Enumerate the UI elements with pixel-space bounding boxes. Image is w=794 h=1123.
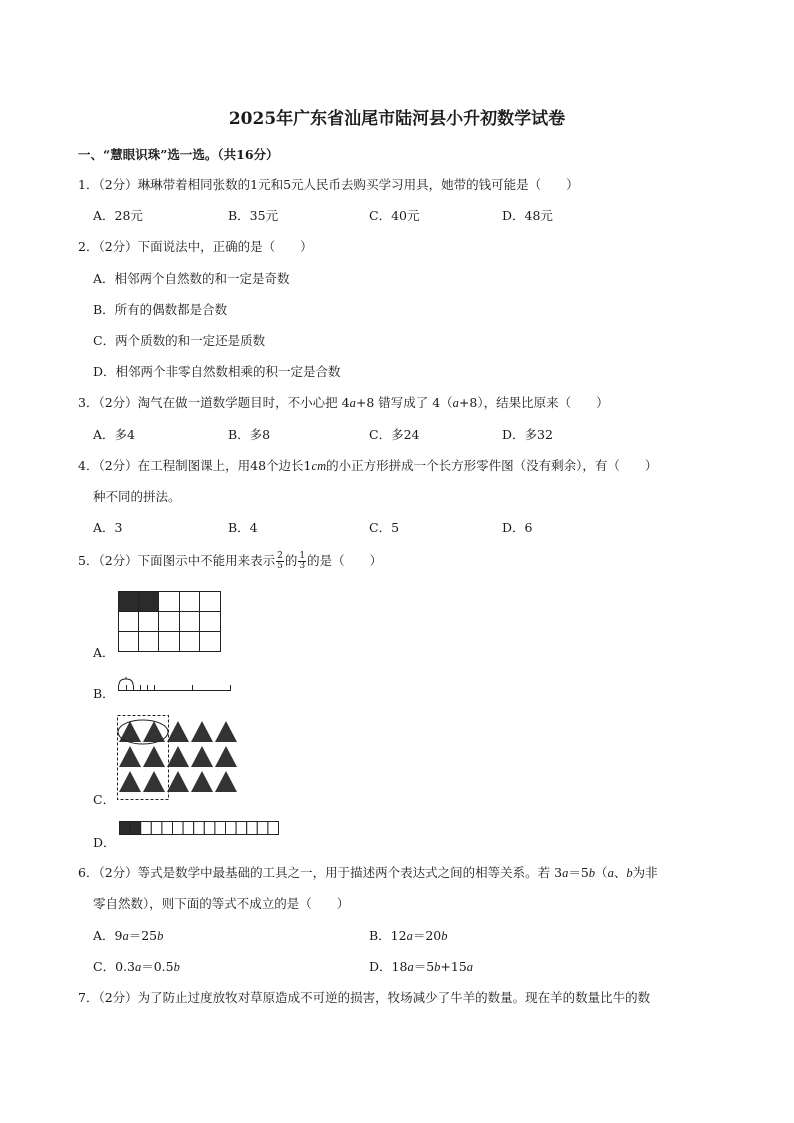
triangle-shape (191, 771, 213, 792)
strip-cell (130, 822, 141, 835)
section-heading: 一、“慧眼识珠”选一选。（共16分） (78, 147, 279, 162)
question-4-stem: 4．（2分）在工程制图课上，用48个边长1cm的小正方形拼成一个长方形零件图（没有剩余），有（ ） (78, 458, 658, 473)
strip-cell (194, 822, 205, 835)
q2-option-a[interactable]: A．相邻两个自然数的和一定是奇数 (93, 271, 290, 286)
triangle-shape (143, 746, 165, 767)
strip-cell (183, 822, 194, 835)
page-title: 2025年广东省汕尾市陆河县小升初数学试卷 (228, 109, 566, 129)
q6-option-b[interactable]: B．12a＝20b (369, 928, 448, 943)
q5-figure-a-grid (118, 591, 222, 653)
q4-option-d[interactable]: D．6 (502, 520, 533, 535)
q5-option-b-label[interactable]: B． (93, 686, 115, 701)
question-1-stem: 1．（2分）琳琳带着相同张数的1元和5元人民币去购买学习用具，她带的钱可能是（ ） (78, 177, 579, 192)
fraction-one-third: $\frac{1}{3}$ (299, 551, 306, 571)
strip-cell (141, 822, 152, 835)
q6-option-c[interactable]: C．0.3a＝0.5b (93, 959, 180, 974)
q1-option-b[interactable]: B．35元 (228, 208, 279, 223)
triangle-shape (167, 771, 189, 792)
q1-option-c[interactable]: C．40元 (369, 208, 420, 223)
q3-option-d[interactable]: D．多32 (502, 427, 553, 442)
triangle-shape (167, 746, 189, 767)
strip-cell (173, 822, 184, 835)
q3-option-a[interactable]: A．多4 (93, 427, 135, 442)
question-6-stem-line2: 零自然数），则下面的等式不成立的是（ ） (93, 896, 350, 911)
q5-figure-c-triangles (115, 714, 241, 802)
strip-cell (151, 822, 162, 835)
q4-option-a[interactable]: A．3 (93, 520, 123, 535)
q1-option-d[interactable]: D．48元 (502, 208, 553, 223)
question-4-stem-line2: 种不同的拼法。 (93, 489, 181, 504)
question-5-stem: 5．（2分）下面图示中不能用来表示 $\frac{2}{5}$ 的 $\frac{1}{3}$ 的是（ ） (78, 551, 383, 571)
strip-cell (236, 822, 247, 835)
q3-option-b[interactable]: B．多8 (228, 427, 271, 442)
strip-cell (120, 822, 131, 835)
question-2-stem: 2．（2分）下面说法中，正确的是（ ） (78, 239, 313, 254)
triangle-shape (215, 771, 237, 792)
strip-cell (268, 822, 279, 835)
triangle-shape (119, 746, 141, 767)
strip-cell (257, 822, 268, 835)
q1-option-a[interactable]: A．28元 (93, 208, 143, 223)
triangle-shape (119, 771, 141, 792)
q3-option-c[interactable]: C．多24 (369, 427, 420, 442)
q2-option-d[interactable]: D．相邻两个非零自然数相乘的积一定是合数 (93, 364, 341, 379)
q5-option-c-label[interactable]: C． (93, 792, 116, 807)
q6-option-d[interactable]: D．18a＝5b+15a (369, 959, 474, 974)
strip-cell (204, 822, 215, 835)
q2-option-c[interactable]: C．两个质数的和一定还是质数 (93, 333, 266, 348)
triangle-shape (215, 721, 237, 742)
strip-cell (226, 822, 237, 835)
question-6-stem: 6．（2分）等式是数学中最基础的工具之一，用于描述两个表达式之间的相等关系。若 3a＝5b（a、b为非 (78, 865, 658, 880)
q4-option-b[interactable]: B．4 (228, 520, 258, 535)
fraction-two-fifths: $\frac{2}{5}$ (277, 551, 283, 571)
triangle-shape (191, 746, 213, 767)
q5-option-d-label[interactable]: D． (93, 835, 116, 850)
question-7-stem: 7．（2分）为了防止过度放牧对草原造成不可逆的损害，牧场减少了牛羊的数量。现在羊的数量比牛的数 (78, 990, 651, 1005)
strip-cell (162, 822, 173, 835)
q6-option-a[interactable]: A．9a＝25b (93, 928, 164, 943)
triangle-shape (215, 746, 237, 767)
q4-option-c[interactable]: C．5 (369, 520, 400, 535)
strip-cell (215, 822, 226, 835)
q5-option-a-label[interactable]: A． (93, 645, 115, 660)
question-3-stem: 3．（2分）淘气在做一道数学题目时，不小心把 4a+8 错写成了 4（a+8），结果比原来（ ） (78, 395, 609, 410)
triangle-shape (167, 721, 189, 742)
q2-option-b[interactable]: B．所有的偶数都是合数 (93, 302, 228, 317)
triangle-shape (191, 721, 213, 742)
q5-figure-b-number-line (117, 676, 233, 696)
strip-cell (247, 822, 258, 835)
q5-figure-d-strip (119, 821, 281, 837)
triangle-shape (143, 771, 165, 792)
